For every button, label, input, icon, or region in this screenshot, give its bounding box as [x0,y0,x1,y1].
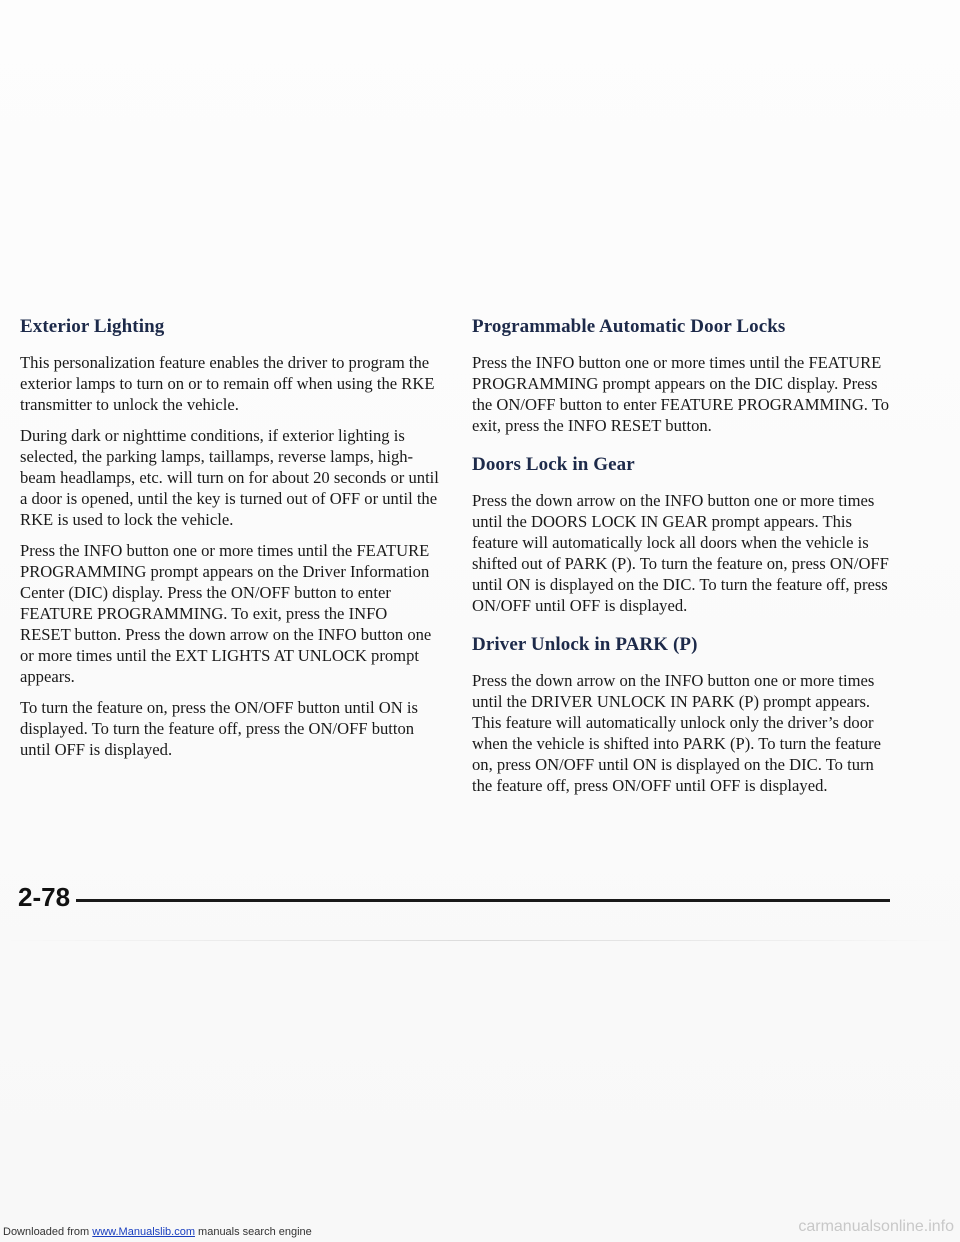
paragraph: Press the down arrow on the INFO button one or more times until the DOORS LOCK IN GEAR prompt appears. This feature will automatically lock all doors when the vehicle is shifted out of PARK (P). To turn the feature on, press ON/OFF until ON is displayed on the DIC. To turn the feature off, press ON/OFF until OFF is displayed. [472,491,889,615]
manualslib-link[interactable]: www.Manualslib.com [92,1226,195,1238]
footer-rule [76,899,890,902]
download-watermark [3,1226,312,1238]
section-title-driver-unlock-in-park: Driver Unlock in PARK (P) [472,634,698,655]
watermark-suffix: manuals search engine [194,1226,312,1238]
section-title-exterior-lighting: Exterior Lighting [20,316,165,337]
page-number: 2-78 [18,882,71,912]
paragraph: Press the INFO button one or more times until the FEATURE PROGRAMMING prompt appears on the DIC display. Press the ON/OFF button to enter FEATURE PROGRAMMING. To exit, press the INFO RESET button. [472,353,890,435]
paragraph: To turn the feature on, press the ON/OFF button until ON is displayed. To turn the feature off, press the ON/OFF button until OFF is displayed. [20,698,418,759]
paragraph: Press the down arrow on the INFO button one or more times until the DRIVER UNLOCK IN PARK (P) prompt appears. This feature will automatically unlock only the driver’s door when the vehicle is shifted into PARK (P). To turn the feature on, press ON/OFF until ON is displayed on the DIC. To turn the feature off, press ON/OFF until OFF is displayed. [472,671,882,795]
paragraph: During dark or nighttime conditions, if exterior lighting is selected, the parking lamps, taillamps, reverse lamps, high-beam headlamps, etc. will turn on for about 20 seconds or until a door is opened, until the key is turned out of OFF or until the RKE is used to lock the vehicle. [20,426,439,529]
paragraph: This personalization feature enables the driver to program the exterior lamps to turn on or to remain off when using the RKE transmitter to unlock the vehicle. [20,353,435,414]
section-title-doors-lock-in-gear: Doors Lock in Gear [472,454,635,475]
scan-artifact-line [0,940,960,941]
watermark-prefix: Downloaded from [3,1226,93,1238]
site-watermark: carmanualsonline.info [798,1218,954,1235]
right-column [472,316,892,806]
paragraph: Press the INFO button one or more times until the FEATURE PROGRAMMING prompt appears on the Driver Information Center (DIC) display. Press the ON/OFF button to enter FEATURE PROGRAMMING. To exit, press the INFO RESET button. Press the down arrow on the INFO button one or more times until the EXT LIGHTS AT UNLOCK prompt appears. [20,541,432,686]
section-title-programmable-door-locks: Programmable Automatic Door Locks [472,316,786,337]
left-column [20,316,440,770]
